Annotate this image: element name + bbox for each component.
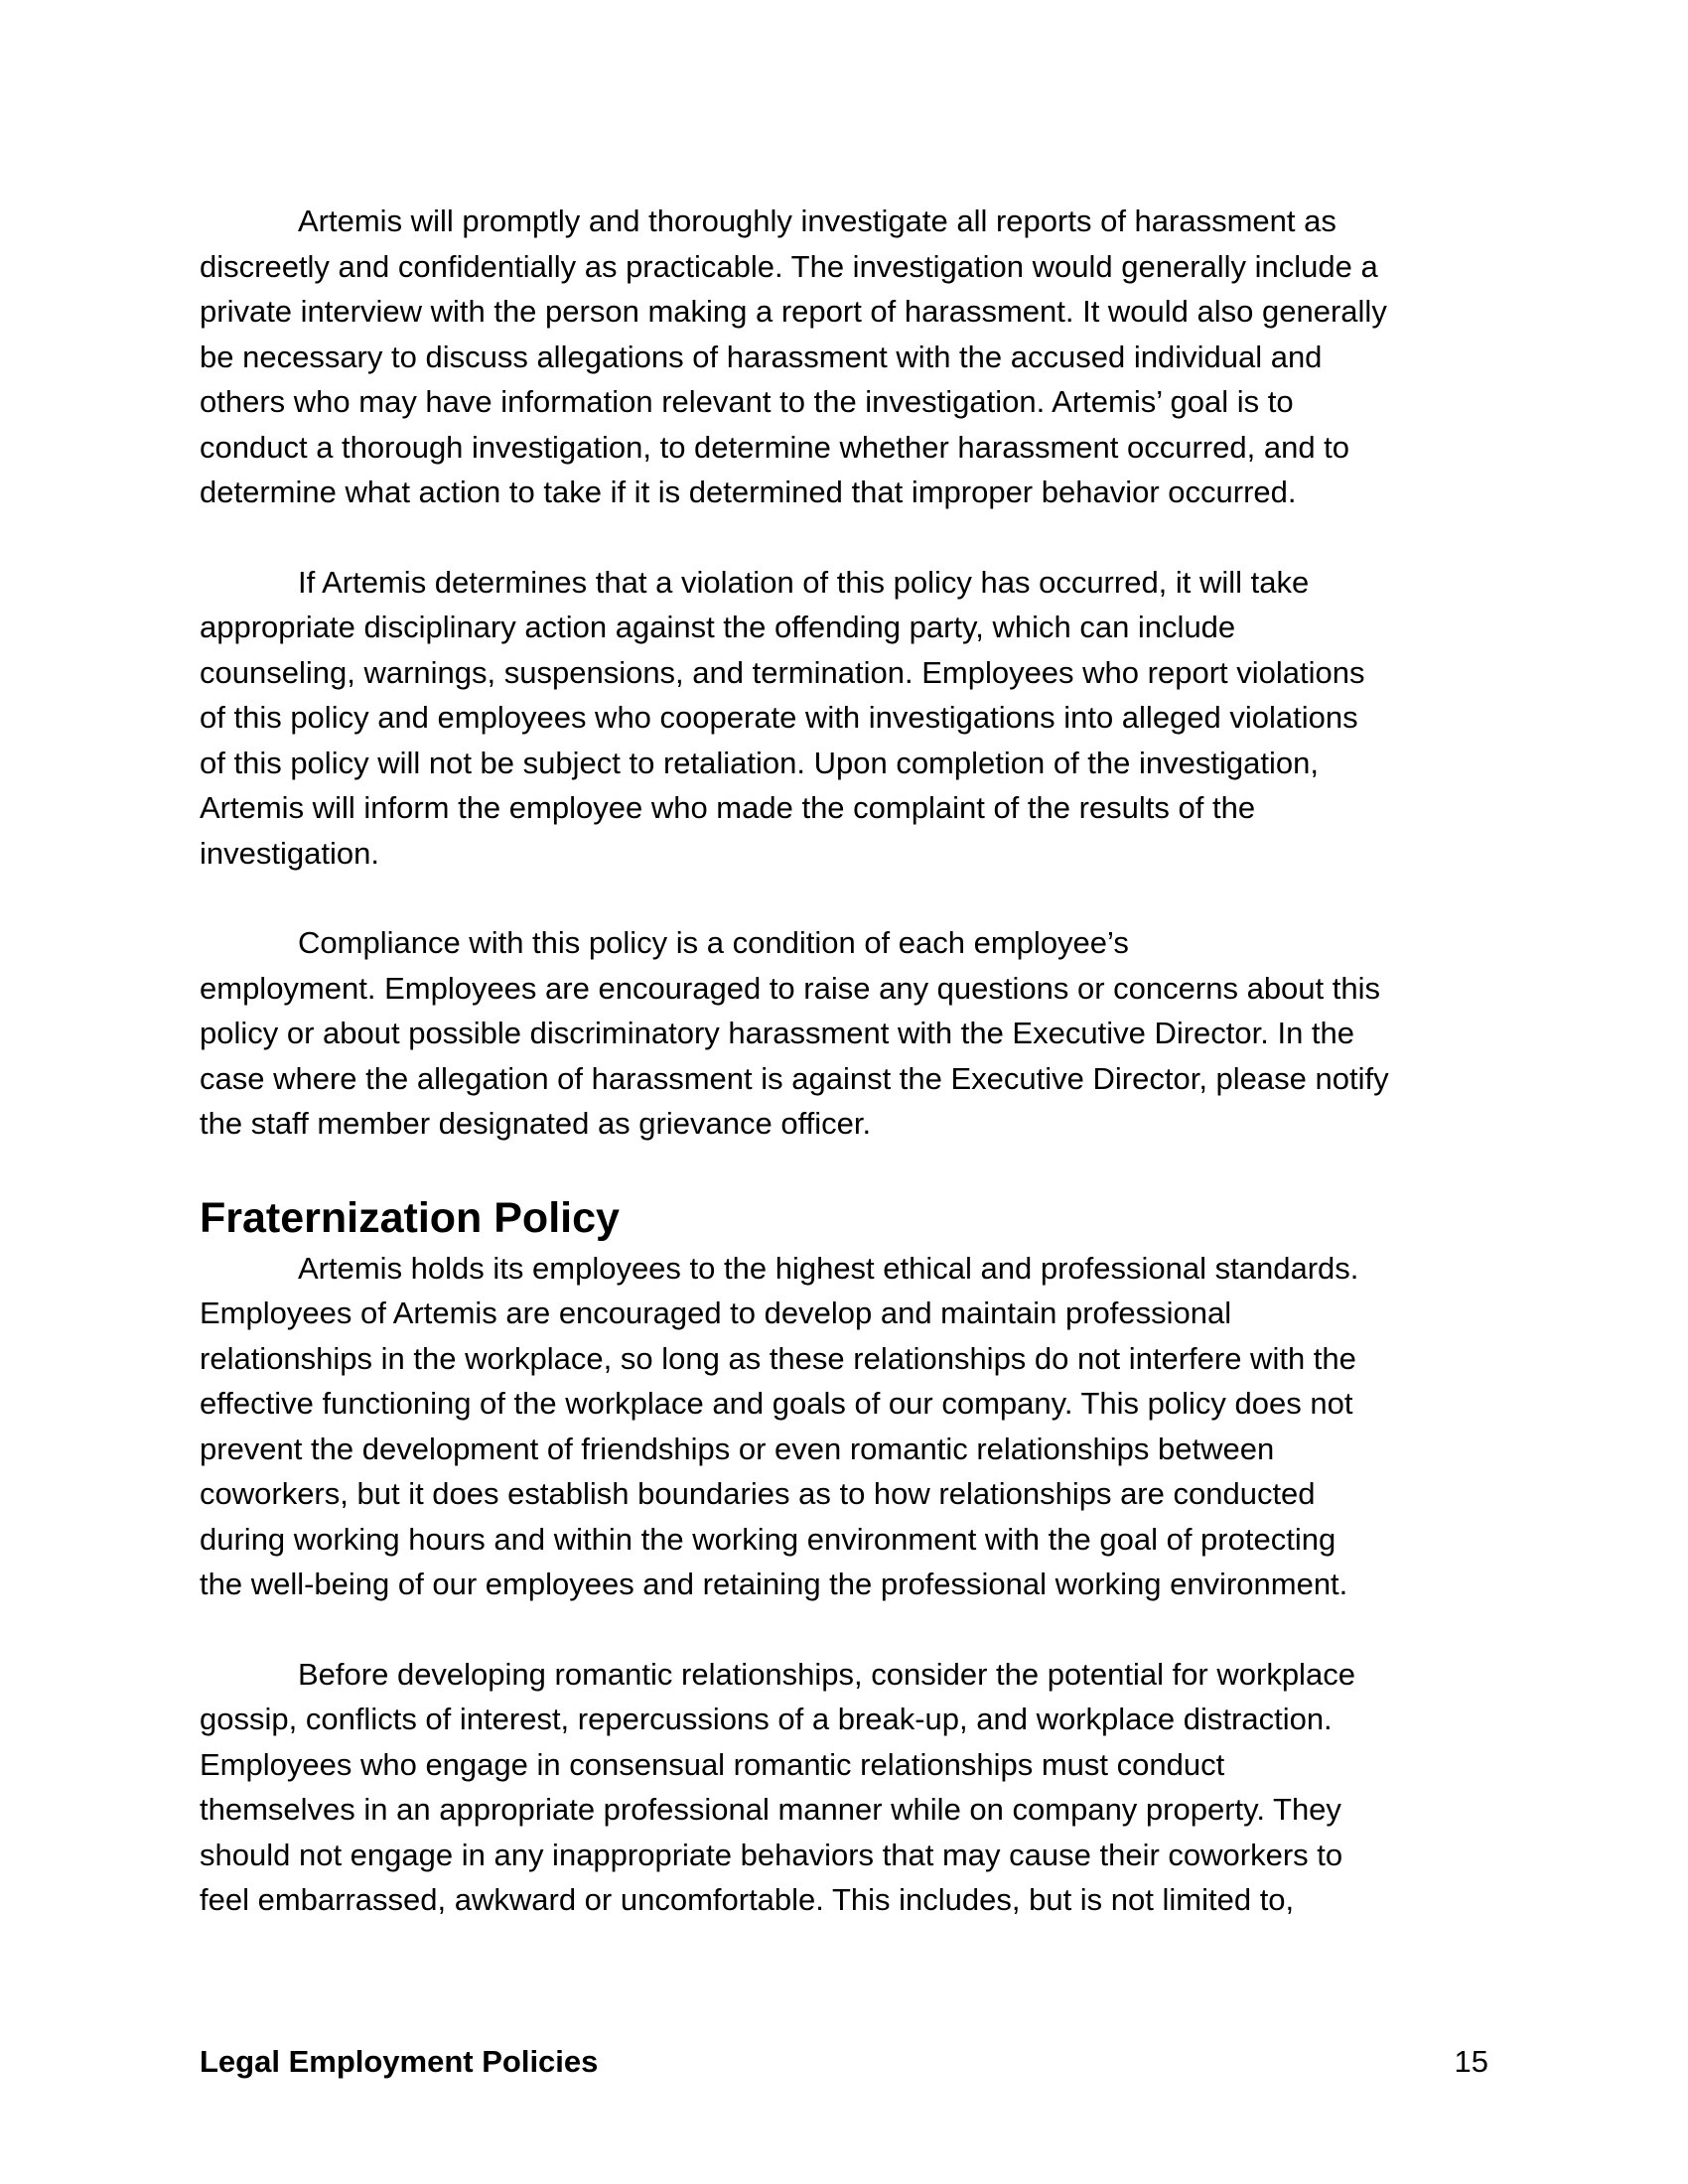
section-heading-fraternization-policy: Fraternization Policy	[200, 1193, 620, 1242]
paragraph-line: should not engage in any inappropriate behaviors that may cause their coworkers to	[200, 1837, 1343, 1872]
paragraph-line: feel embarrassed, awkward or uncomfortable. This includes, but is not limited to,	[200, 1882, 1295, 1917]
paragraph-line: Artemis will promptly and thoroughly investigate all reports of harassment as	[298, 204, 1336, 238]
paragraph-line: conduct a thorough investigation, to determine whether harassment occurred, and to	[200, 429, 1350, 465]
paragraph-line: Employees who engage in consensual romantic relationships must conduct	[200, 1746, 1225, 1782]
paragraph-line: effective functioning of the workplace and goals of our company. This policy does not	[200, 1386, 1353, 1421]
paragraph-romantic-relationships	[200, 1652, 1490, 1923]
page-body	[200, 199, 1490, 1968]
paragraph-compliance	[200, 920, 1490, 1147]
paragraph-line: of this policy will not be subject to retaliation. Upon completion of the investigation,	[200, 745, 1319, 780]
paragraph-line: during working hours and within the working environment with the goal of protecting	[200, 1521, 1336, 1557]
paragraph-line: counseling, warnings, suspensions, and termination. Employees who report violations	[200, 654, 1365, 690]
paragraph-disciplinary-action	[200, 560, 1490, 877]
paragraph-line: themselves in an appropriate professional manner while on company property. They	[200, 1792, 1341, 1827]
paragraph-line: determine what action to take if it is determined that improper behavior occurred.	[200, 475, 1297, 509]
paragraph-line: coworkers, but it does establish boundaries as to how relationships are conducted	[200, 1476, 1316, 1511]
paragraph-line: If Artemis determines that a violation of this policy has occurred, it will take	[298, 564, 1310, 600]
paragraph-line: discreetly and confidentially as practicable. The investigation would generally include a	[200, 248, 1378, 284]
paragraph-line: relationships in the workplace, so long as these relationships do not interfere with the	[200, 1340, 1356, 1376]
paragraph-line: Employees of Artemis are encouraged to develop and maintain professional	[200, 1296, 1232, 1330]
paragraph-line: prevent the development of friendships or even romantic relationships between	[200, 1431, 1275, 1466]
page-number: 15	[1454, 2044, 1488, 2079]
paragraph-fraternization-standards	[200, 1246, 1490, 1607]
paragraph-line: appropriate disciplinary action against the offending party, which can include	[200, 610, 1236, 644]
paragraph-line: of this policy and employees who cooperate with investigations into alleged violations	[200, 700, 1358, 735]
paragraph-line: case where the allegation of harassment is against the Executive Director, please notify	[200, 1060, 1389, 1096]
paragraph-line: the staff member designated as grievance officer.	[200, 1106, 872, 1141]
paragraph-line: policy or about possible discriminatory harassment with the Executive Director. In the	[200, 1016, 1355, 1050]
paragraph-line: employment. Employees are encouraged to raise any questions or concerns about this	[200, 970, 1381, 1006]
paragraph-line: Artemis holds its employees to the highest ethical and professional standards.	[298, 1250, 1359, 1286]
paragraph-line: investigation.	[200, 835, 379, 871]
footer-title: Legal Employment Policies	[200, 2044, 599, 2079]
paragraph-line: Compliance with this policy is a condition of each employee’s	[298, 925, 1129, 960]
paragraph-investigation	[200, 199, 1490, 515]
paragraph-line: be necessary to discuss allegations of harassment with the accused individual and	[200, 339, 1323, 374]
paragraph-line: others who may have information relevant to the investigation. Artemis’ goal is to	[200, 384, 1294, 419]
page-footer	[200, 2040, 1488, 2084]
paragraph-line: private interview with the person making a report of harassment. It would also generally	[200, 294, 1387, 329]
paragraph-line: gossip, conflicts of interest, repercussions of a break-up, and workplace distraction.	[200, 1702, 1333, 1736]
paragraph-line: Before developing romantic relationships, consider the potential for workplace	[298, 1656, 1355, 1692]
paragraph-line: the well-being of our employees and retaining the professional working environment.	[200, 1567, 1348, 1601]
paragraph-line: Artemis will inform the employee who made the complaint of the results of the	[200, 790, 1256, 825]
